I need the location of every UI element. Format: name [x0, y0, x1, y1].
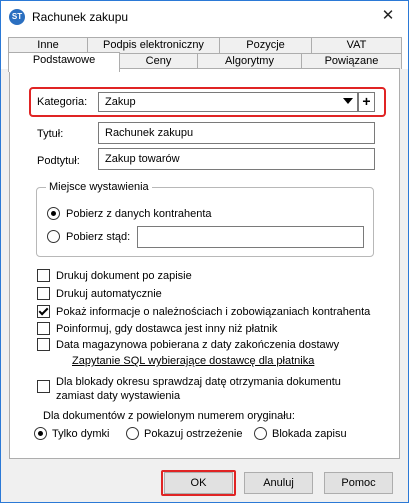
radio-pobierz-stad-label[interactable]: Pobierz stąd:	[66, 231, 131, 243]
radio-pokazuj-ostrzezenie-label[interactable]: Pokazuj ostrzeżenie	[144, 428, 243, 440]
kategoria-value: Zakup	[105, 96, 136, 108]
tab-algorytmy[interactable]: Algorytmy	[197, 53, 302, 69]
ok-button[interactable]: OK	[164, 472, 233, 494]
checkbox-poinformuj-dostawca[interactable]	[37, 322, 50, 335]
add-kategoria-button[interactable]: +	[358, 92, 375, 112]
checkbox-blokada-okresu-label-2[interactable]: zamiast daty wystawienia	[56, 390, 181, 402]
radio-pobierz-z-kontrahenta[interactable]	[47, 207, 60, 220]
title-bar	[1, 1, 408, 32]
miejsce-wystawienia-title: Miejsce wystawienia	[46, 181, 152, 193]
highlight-kategoria	[29, 87, 386, 117]
tytul-label: Tytuł:	[37, 128, 64, 140]
pobierz-stad-input[interactable]	[137, 226, 364, 248]
duplicate-number-title: Dla dokumentów z powielonym numerem oryginału:	[43, 410, 295, 422]
radio-pokazuj-ostrzezenie[interactable]	[126, 427, 139, 440]
checkbox-poinformuj-dostawca-label[interactable]: Poinformuj, gdy dostawca jest inny niż płatnik	[56, 323, 278, 335]
checkbox-drukuj-po-zapisie-label[interactable]: Drukuj dokument po zapisie	[56, 270, 192, 282]
radio-pobierz-stad[interactable]	[47, 230, 60, 243]
checkbox-blokada-okresu[interactable]	[37, 380, 50, 393]
podtytul-label: Podtytuł:	[37, 155, 80, 167]
help-button[interactable]: Pomoc	[324, 472, 393, 494]
highlight-ok	[161, 470, 236, 496]
tab-inne[interactable]: Inne	[8, 37, 88, 53]
checkbox-data-magazynowa[interactable]	[37, 338, 50, 351]
tab-ceny[interactable]: Ceny	[119, 53, 198, 69]
close-button[interactable]: ✕	[381, 7, 395, 24]
tab-pozycje[interactable]: Pozycje	[219, 37, 312, 53]
radio-pobierz-z-kontrahenta-label[interactable]: Pobierz z danych kontrahenta	[66, 208, 212, 220]
sql-query-link[interactable]: Zapytanie SQL wybierające dostawcę dla płatnika	[72, 355, 315, 367]
radio-tylko-dymki-label[interactable]: Tylko dymki	[52, 428, 110, 440]
tab-powiazane[interactable]: Powiązane	[301, 53, 402, 69]
radio-selected-dot	[38, 431, 43, 436]
tab-vat[interactable]: VAT	[311, 37, 402, 53]
window-title: Rachunek zakupu	[32, 10, 129, 24]
checkbox-drukuj-automatycznie-label[interactable]: Drukuj automatycznie	[56, 288, 162, 300]
radio-blokada-zapisu[interactable]	[254, 427, 267, 440]
podtytul-input[interactable]: Zakup towarów	[98, 148, 375, 170]
tab-podstawowe[interactable]: Podstawowe	[8, 52, 120, 72]
checkbox-pokaz-naleznosci[interactable]	[37, 305, 50, 318]
kategoria-label: Kategoria:	[37, 96, 88, 108]
checkbox-drukuj-po-zapisie[interactable]	[37, 269, 50, 282]
checkbox-drukuj-automatycznie[interactable]	[37, 287, 50, 300]
checkbox-data-magazynowa-label[interactable]: Data magazynowa pobierana z daty zakończenia dostawy	[56, 339, 340, 351]
radio-blokada-zapisu-label[interactable]: Blokada zapisu	[272, 428, 347, 440]
tytul-input[interactable]: Rachunek zakupu	[98, 122, 375, 144]
radio-selected-dot	[51, 211, 56, 216]
tab-strip	[1, 32, 408, 69]
checkmark-icon	[39, 306, 49, 316]
cancel-button[interactable]: Anuluj	[244, 472, 313, 494]
checkbox-pokaz-naleznosci-label[interactable]: Pokaż informacje o należnościach i zobowiązaniach kontrahenta	[56, 306, 371, 318]
app-logo-icon: ST	[9, 9, 25, 25]
checkbox-blokada-okresu-label-1[interactable]: Dla blokady okresu sprawdzaj datę otrzymania dokumentu	[56, 376, 341, 388]
radio-tylko-dymki[interactable]	[34, 427, 47, 440]
tab-podpis-elektroniczny[interactable]: Podpis elektroniczny	[87, 37, 220, 53]
